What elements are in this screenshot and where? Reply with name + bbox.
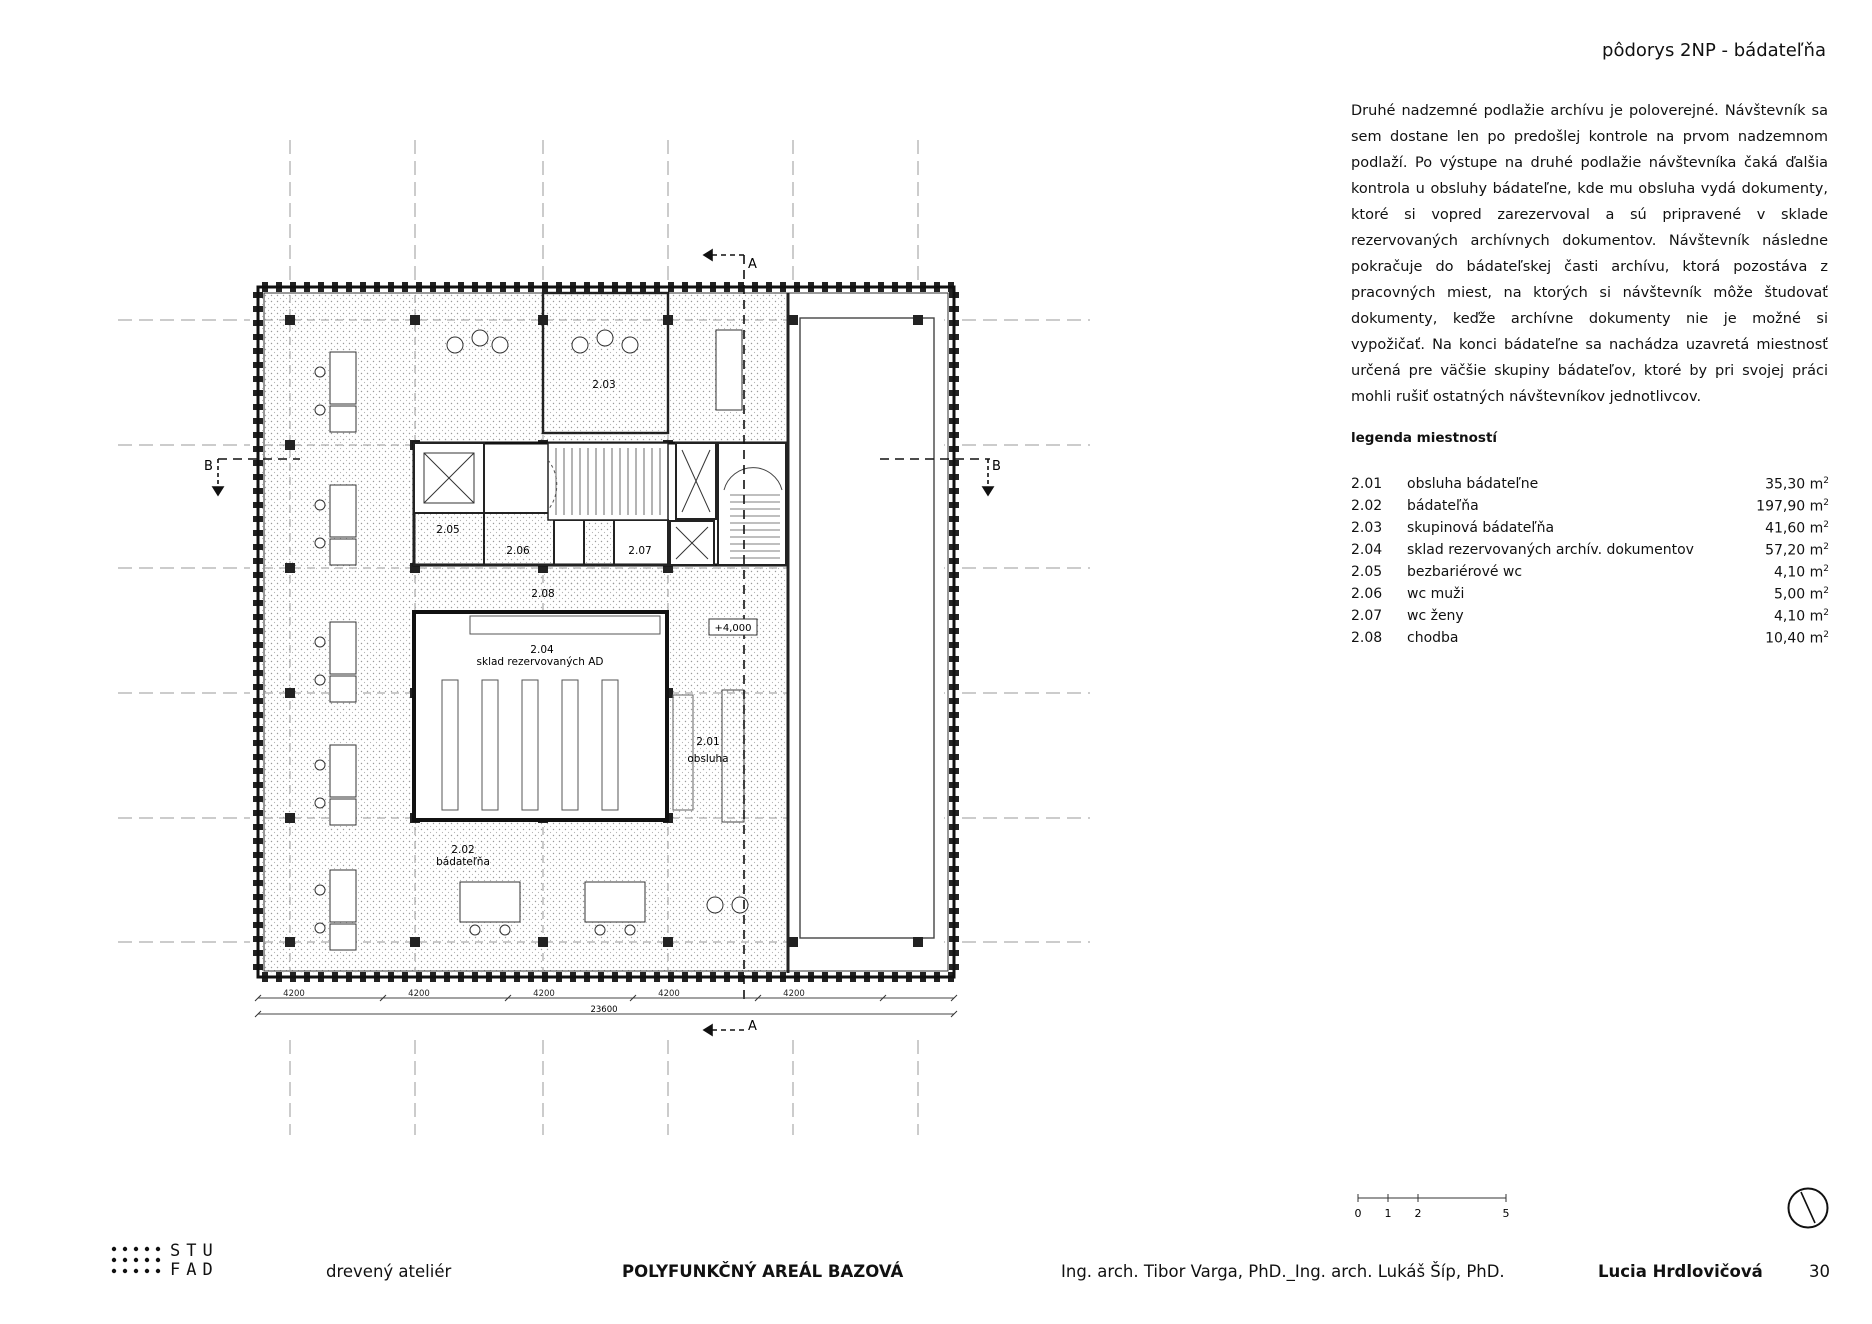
legend-room-number: 2.08 bbox=[1351, 630, 1383, 646]
label-2-01-name: obsluha bbox=[687, 753, 729, 765]
legend-room-area: 41,60 $m^2$ bbox=[1765, 519, 1829, 537]
label-2-04: 2.04 bbox=[530, 644, 554, 656]
dimension-bay: 4200 bbox=[283, 989, 305, 999]
footer-tutors: Ing. arch. Tibor Varga, PhD._Ing. arch. Lukáš Šíp, PhD. bbox=[1061, 1262, 1505, 1281]
section-label-b-right: B bbox=[992, 459, 1001, 474]
scale-5: 5 bbox=[1502, 1207, 1510, 1220]
footer-author: Lucia Hrdlovičová bbox=[1598, 1262, 1763, 1281]
dimension-bay: 4200 bbox=[783, 989, 805, 999]
scale-bar bbox=[1352, 1194, 1522, 1222]
label-2-06: 2.06 bbox=[506, 545, 530, 557]
legend-room-area: 35,30 $m^2$ bbox=[1765, 475, 1829, 493]
legend-room-name: sklad rezervovaných archív. dokumentov bbox=[1407, 542, 1694, 558]
label-2-01: 2.01 bbox=[696, 736, 720, 748]
legend-room-number: 2.01 bbox=[1351, 476, 1383, 492]
legend-room-area: 5,00 $m^2$ bbox=[1774, 585, 1829, 603]
scale-0: 0 bbox=[1354, 1207, 1362, 1220]
legend-room-name: wc ženy bbox=[1407, 608, 1464, 624]
legend-room-name: bezbariérové wc bbox=[1407, 564, 1523, 580]
legend-room-area: 10,40 $m^2$ bbox=[1765, 629, 1829, 647]
scale-1: 1 bbox=[1384, 1207, 1392, 1220]
legend-room-area: 197,90 $m^2$ bbox=[1756, 497, 1829, 515]
legend-room-number: 2.04 bbox=[1351, 542, 1383, 558]
level-marker: +4,000 bbox=[714, 623, 752, 634]
logo-text-top: STU bbox=[170, 1241, 219, 1261]
scale-2: 2 bbox=[1414, 1207, 1422, 1220]
dimension-bay: 4200 bbox=[658, 989, 680, 999]
legend-room-area: 57,20 $m^2$ bbox=[1765, 541, 1829, 559]
label-2-07: 2.07 bbox=[628, 545, 652, 557]
legend-room-area: 4,10 $m^2$ bbox=[1774, 607, 1829, 625]
legend-room-name: obsluha bádateľne bbox=[1407, 476, 1539, 492]
dimension-bay: 4200 bbox=[408, 989, 430, 999]
legend-room-name: skupinová bádateľňa bbox=[1407, 520, 1555, 536]
label-2-05: 2.05 bbox=[436, 524, 460, 536]
label-2-02-name: bádateľňa bbox=[436, 856, 490, 868]
label-2-08: 2.08 bbox=[531, 588, 555, 600]
section-label-a-top: A bbox=[748, 257, 757, 272]
label-2-04-name: sklad rezervovaných AD bbox=[476, 656, 604, 668]
staircase bbox=[548, 443, 668, 520]
legend-room-number: 2.06 bbox=[1351, 586, 1383, 602]
legend-room-name: wc muži bbox=[1407, 586, 1465, 602]
description-text: Druhé nadzemné podlažie archívu je poloverejné. Návštevník sa sem dostane len po predošlej kontrole na prvom nadzemnom podlaží. Po výstupe na druhé podlažie návštevníka čaká ďalšia kontrola u obsluhy bádateľne, kde mu obsluha vydá dokumenty, ktoré si vopred zarezervoval a sú pripravené v sklade rezervovaných archívnych dokumentov. Návštevník následne pokračuje do bádateľskej časti archívu, ktorá pozostáva z pracovných miest, na ktorých si návštevník môže študovať dokumenty, keďže archívne dokumenty nie je možné si vypožičať. Na konci bádateľne sa nachádza uzavretá miestnosť určená pre väčšie skupiny bádateľov, ktoré by pri svojej práci mohli rušiť ostatných návštevníkov jednotlivcov. bbox=[1351, 103, 1828, 405]
footer-page-number: 30 bbox=[1809, 1262, 1830, 1281]
legend-room-number: 2.07 bbox=[1351, 608, 1383, 624]
legend-room-number: 2.05 bbox=[1351, 564, 1383, 580]
legend-room-area: 4,10 $m^2$ bbox=[1774, 563, 1829, 581]
label-2-03: 2.03 bbox=[592, 379, 616, 391]
legend-room-name: bádateľňa bbox=[1407, 498, 1479, 514]
dimension-total: 23600 bbox=[590, 1005, 618, 1015]
logo-text-bottom: FAD bbox=[170, 1260, 219, 1280]
legend-heading: legenda miestností bbox=[1351, 430, 1498, 446]
footer-studio: drevený ateliér bbox=[326, 1262, 452, 1281]
section-label-a-bottom: A bbox=[748, 1019, 757, 1034]
legend-room-number: 2.02 bbox=[1351, 498, 1383, 514]
balcony-area bbox=[788, 293, 944, 973]
north-arrow-icon bbox=[1786, 1186, 1830, 1230]
footer-project: POLYFUNKČNÝ AREÁL BAZOVÁ bbox=[622, 1262, 904, 1281]
section-label-b-left: B bbox=[204, 459, 213, 474]
dimension-bay: 4200 bbox=[533, 989, 555, 999]
legend-room-number: 2.03 bbox=[1351, 520, 1383, 536]
sheet-title: pôdorys 2NP - bádateľňa bbox=[1602, 40, 1826, 61]
legend-room-name: chodba bbox=[1407, 630, 1459, 646]
label-2-02: 2.02 bbox=[451, 844, 475, 856]
logo-dots-icon bbox=[110, 1245, 170, 1281]
